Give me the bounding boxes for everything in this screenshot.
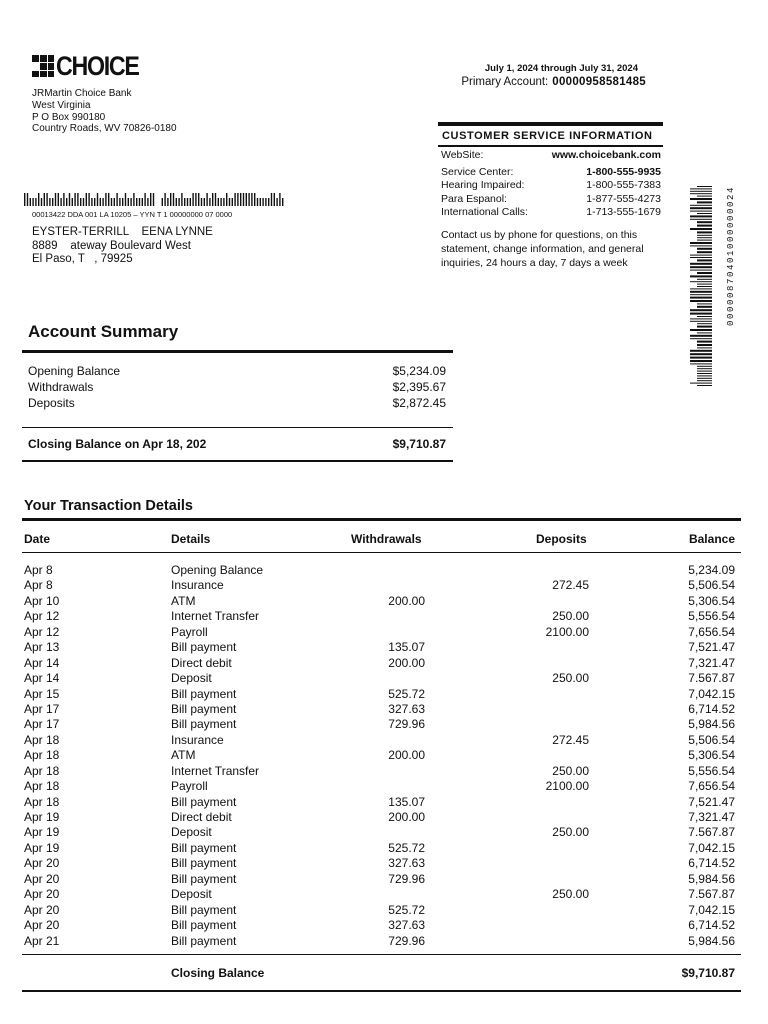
cell-details: Bill payment xyxy=(171,794,237,809)
phone-number: 1-800-555-7383 xyxy=(586,179,661,191)
cell-deposit: 250.00 xyxy=(552,887,589,902)
cell-deposit: 2100.00 xyxy=(545,624,589,639)
cell-details: Bill payment xyxy=(171,856,237,871)
table-row xyxy=(22,578,741,593)
table-row xyxy=(22,934,741,949)
primary-account-label: Primary Account: xyxy=(461,76,549,88)
bank-address-line: JRMartin Choice Bank xyxy=(32,88,132,99)
customer-address-line: EYSTER-TERRILL EENA LYNNE xyxy=(32,226,213,238)
table-row xyxy=(22,748,741,763)
cell-date: Apr 18 xyxy=(24,732,60,747)
cell-date: Apr 12 xyxy=(24,609,60,624)
mailing-code-line: 00013422 DDA 001 LA 10205 – YYN T 1 00000000 07 0000 xyxy=(32,210,233,219)
cell-balance: 7,042.15 xyxy=(688,840,735,855)
cell-details: Payroll xyxy=(171,624,208,639)
summary-row xyxy=(28,363,446,379)
cell-balance: 5,506.54 xyxy=(688,578,735,593)
website-row xyxy=(438,149,663,163)
cell-deposit: 2100.00 xyxy=(545,779,589,794)
cell-date: Apr 20 xyxy=(24,918,60,933)
table-row xyxy=(22,918,741,933)
cell-date: Apr 21 xyxy=(24,933,60,948)
cell-balance: 5,984.56 xyxy=(688,933,735,948)
cell-date: Apr 14 xyxy=(24,671,60,686)
summary-row xyxy=(28,379,446,395)
cell-details: Internet Transfer xyxy=(171,763,260,778)
cell-balance: 6,714.52 xyxy=(688,918,735,933)
phone-row xyxy=(438,166,663,180)
cell-balance: 6,714.52 xyxy=(688,701,735,716)
phone-label: Para Espanol: xyxy=(441,192,507,205)
table-row xyxy=(22,671,741,686)
customer-address-line: El Paso, T , 79925 xyxy=(32,253,133,265)
cell-details: ATM xyxy=(171,593,196,608)
account-summary-rows xyxy=(28,363,446,411)
cell-details: Bill payment xyxy=(171,871,237,886)
cell-details: Deposit xyxy=(171,825,212,840)
bank-address xyxy=(32,88,177,135)
vertical-digits-text: 00000870401000000024 xyxy=(726,186,736,327)
cell-date: Apr 8 xyxy=(24,578,53,593)
logo-grid-icon xyxy=(32,55,54,77)
divider xyxy=(22,518,741,521)
cell-details: Bill payment xyxy=(171,686,237,701)
primary-account xyxy=(400,76,646,88)
cell-details: Bill payment xyxy=(171,918,237,933)
summary-value: $2,872.45 xyxy=(392,396,446,410)
divider xyxy=(22,552,741,553)
cell-date: Apr 10 xyxy=(24,593,60,608)
header-deposits: Deposits xyxy=(536,532,587,546)
table-row xyxy=(22,717,741,732)
cell-balance: 5,984.56 xyxy=(688,871,735,886)
cell-deposit: 250.00 xyxy=(552,763,589,778)
header-details: Details xyxy=(171,532,211,546)
cell-balance: 7.567.87 xyxy=(688,671,735,686)
phone-label: International Calls: xyxy=(441,206,528,218)
cell-details: Internet Transfer xyxy=(171,609,260,624)
cell-balance: 5,556.54 xyxy=(688,763,735,778)
phone-label: Hearing Impaired: xyxy=(441,179,525,191)
table-row xyxy=(22,856,741,871)
table-row xyxy=(22,687,741,702)
cell-date: Apr 20 xyxy=(24,856,60,871)
cell-withdrawal: 200.00 xyxy=(388,748,425,763)
bank-address-line: P O Box 990180 xyxy=(32,111,106,123)
cell-date: Apr 18 xyxy=(24,794,60,809)
phone-number: 1-713-555-1679 xyxy=(586,206,661,218)
table-row xyxy=(22,656,741,671)
account-summary-title: Account Summary xyxy=(28,322,179,341)
cell-balance: 7,321.47 xyxy=(688,655,735,670)
cell-deposit: 272.45 xyxy=(552,578,589,593)
vertical-barcode xyxy=(690,186,712,388)
bank-address-line: Country Roads, WV 70826-0180 xyxy=(32,123,177,135)
table-row xyxy=(22,733,741,748)
cell-balance: 7,321.47 xyxy=(688,810,735,824)
phone-number: 1-800-555-9935 xyxy=(586,165,661,178)
cell-balance: 5,506.54 xyxy=(688,732,735,747)
cell-withdrawal: 525.72 xyxy=(388,902,425,917)
phone-number: 1-877-555-4273 xyxy=(586,192,661,205)
cell-date: Apr 18 xyxy=(24,748,60,763)
table-row xyxy=(22,594,741,609)
cell-withdrawal: 327.63 xyxy=(388,856,425,871)
summary-label: Deposits xyxy=(28,396,75,410)
summary-value: $5,234.09 xyxy=(392,364,446,378)
cell-balance: 7,656.54 xyxy=(688,624,735,639)
table-row xyxy=(22,640,741,655)
customer-service-box xyxy=(438,122,663,270)
cell-date: Apr 14 xyxy=(24,655,60,670)
cell-date: Apr 20 xyxy=(24,887,60,902)
contact-text: Contact us by phone for questions, on this statement, change information, and general inquiries, 24 hours a day, 7 days a week xyxy=(441,228,644,269)
cell-details: Insurance xyxy=(171,578,224,593)
table-row xyxy=(22,825,741,840)
cell-withdrawal: 525.72 xyxy=(388,840,425,855)
cell-withdrawal: 729.96 xyxy=(388,717,425,732)
cell-balance: 5,984.56 xyxy=(688,717,735,732)
cell-withdrawal: 525.72 xyxy=(388,686,425,701)
cell-withdrawal: 200.00 xyxy=(388,810,425,824)
summary-closing-value: $9,710.87 xyxy=(392,437,446,451)
cell-balance: 5,234.09 xyxy=(688,563,735,577)
cell-deposit: 272.45 xyxy=(552,732,589,747)
divider xyxy=(22,460,453,462)
cell-date: Apr 8 xyxy=(24,563,53,577)
cell-details: Direct debit xyxy=(171,655,232,670)
cell-details: Bill payment xyxy=(171,701,237,716)
phone-label: Service Center: xyxy=(441,165,514,178)
cell-date: Apr 19 xyxy=(24,825,60,840)
cell-details: Payroll xyxy=(171,779,208,794)
cell-withdrawal: 327.63 xyxy=(388,918,425,933)
bank-address-line: West Virginia xyxy=(32,99,91,111)
summary-row xyxy=(28,395,446,411)
header-withdrawals: Withdrawals xyxy=(351,532,422,546)
header-date: Date xyxy=(24,532,51,546)
cell-balance: 7.567.87 xyxy=(688,825,735,840)
logo-text: CHOICE xyxy=(56,51,139,81)
cell-details: Opening Balance xyxy=(171,563,264,577)
table-row xyxy=(22,609,741,624)
bank-logo xyxy=(32,51,152,81)
cell-details: Direct debit xyxy=(171,810,232,824)
transactions-closing-row xyxy=(22,966,741,982)
cell-date: Apr 20 xyxy=(24,902,60,917)
cell-balance: 7,521.47 xyxy=(688,640,735,655)
cell-date: Apr 20 xyxy=(24,871,60,886)
cell-deposit: 250.00 xyxy=(552,609,589,624)
divider xyxy=(22,427,453,428)
cell-date: Apr 19 xyxy=(24,810,60,824)
phone-row xyxy=(438,179,663,193)
closing-balance-label: Closing Balance xyxy=(171,966,265,980)
closing-balance-value: $9,710.87 xyxy=(681,966,735,980)
cell-details: Bill payment xyxy=(171,933,237,948)
cell-withdrawal: 135.07 xyxy=(388,794,425,809)
cell-details: Deposit xyxy=(171,887,212,902)
cell-deposit: 250.00 xyxy=(552,825,589,840)
divider xyxy=(22,350,453,353)
cell-withdrawal: 327.63 xyxy=(388,701,425,716)
cell-balance: 5,556.54 xyxy=(688,609,735,624)
postal-barcode xyxy=(24,193,286,206)
table-row xyxy=(22,841,741,856)
statement-period: July 1, 2024 through July 31, 2024 xyxy=(484,63,638,74)
website-label: WebSite: xyxy=(441,149,484,161)
table-row xyxy=(22,810,741,825)
table-row xyxy=(22,887,741,902)
customer-address xyxy=(32,226,213,267)
cell-balance: 5,306.54 xyxy=(688,593,735,608)
summary-closing-label: Closing Balance on Apr 18, 202 xyxy=(28,437,207,451)
customer-address-line: 8889 ateway Boulevard West xyxy=(32,239,191,252)
cell-details: Deposit xyxy=(171,671,212,686)
cell-date: Apr 15 xyxy=(24,686,60,701)
cell-date: Apr 19 xyxy=(24,840,60,855)
summary-label: Withdrawals xyxy=(28,380,94,394)
table-row xyxy=(22,779,741,794)
cell-details: Insurance xyxy=(171,732,224,747)
cell-withdrawal: 200.00 xyxy=(388,593,425,608)
phone-row xyxy=(438,193,663,207)
summary-label: Opening Balance xyxy=(28,364,121,378)
table-row xyxy=(22,872,741,887)
cell-date: Apr 12 xyxy=(24,624,60,639)
vertical-barcode-digits xyxy=(726,186,738,388)
cell-balance: 6,714.52 xyxy=(688,856,735,871)
table-row xyxy=(22,903,741,918)
cell-withdrawal: 729.96 xyxy=(388,871,425,886)
cell-withdrawal: 729.96 xyxy=(388,933,425,948)
cell-balance: 5,306.54 xyxy=(688,748,735,763)
phone-row xyxy=(438,206,663,220)
cell-withdrawal: 200.00 xyxy=(388,655,425,670)
cell-balance: 7,042.15 xyxy=(688,686,735,701)
table-row xyxy=(22,764,741,779)
transactions-table-body xyxy=(22,563,741,949)
header-balance: Balance xyxy=(688,532,735,546)
cell-details: Bill payment xyxy=(171,840,237,855)
cell-date: Apr 18 xyxy=(24,779,60,794)
summary-value: $2,395.67 xyxy=(392,380,446,394)
cell-details: ATM xyxy=(171,748,196,763)
divider xyxy=(22,954,741,955)
table-row xyxy=(22,625,741,640)
cell-details: Bill payment xyxy=(171,640,237,655)
cell-withdrawal: 135.07 xyxy=(388,640,425,655)
cell-details: Bill payment xyxy=(171,902,237,917)
divider xyxy=(22,990,741,992)
cell-deposit: 250.00 xyxy=(552,671,589,686)
transactions-header xyxy=(22,532,741,548)
cell-date: Apr 18 xyxy=(24,763,60,778)
cell-date: Apr 17 xyxy=(24,701,60,716)
customer-service-title: CUSTOMER SERVICE INFORMATION xyxy=(438,126,663,147)
cell-date: Apr 13 xyxy=(24,640,60,655)
table-row xyxy=(22,563,741,578)
website-link[interactable]: www.choicebank.com xyxy=(551,149,661,161)
cell-date: Apr 17 xyxy=(24,717,60,732)
cell-balance: 7,521.47 xyxy=(688,794,735,809)
table-row xyxy=(22,702,741,717)
cell-details: Bill payment xyxy=(171,717,237,732)
cell-balance: 7.567.87 xyxy=(688,887,735,902)
cell-balance: 7,042.15 xyxy=(688,902,735,917)
cell-balance: 7,656.54 xyxy=(688,779,735,794)
primary-account-number: 00000958581485 xyxy=(552,76,646,88)
summary-closing-row xyxy=(28,437,446,451)
table-row xyxy=(22,795,741,810)
transactions-title: Your Transaction Details xyxy=(24,498,193,514)
